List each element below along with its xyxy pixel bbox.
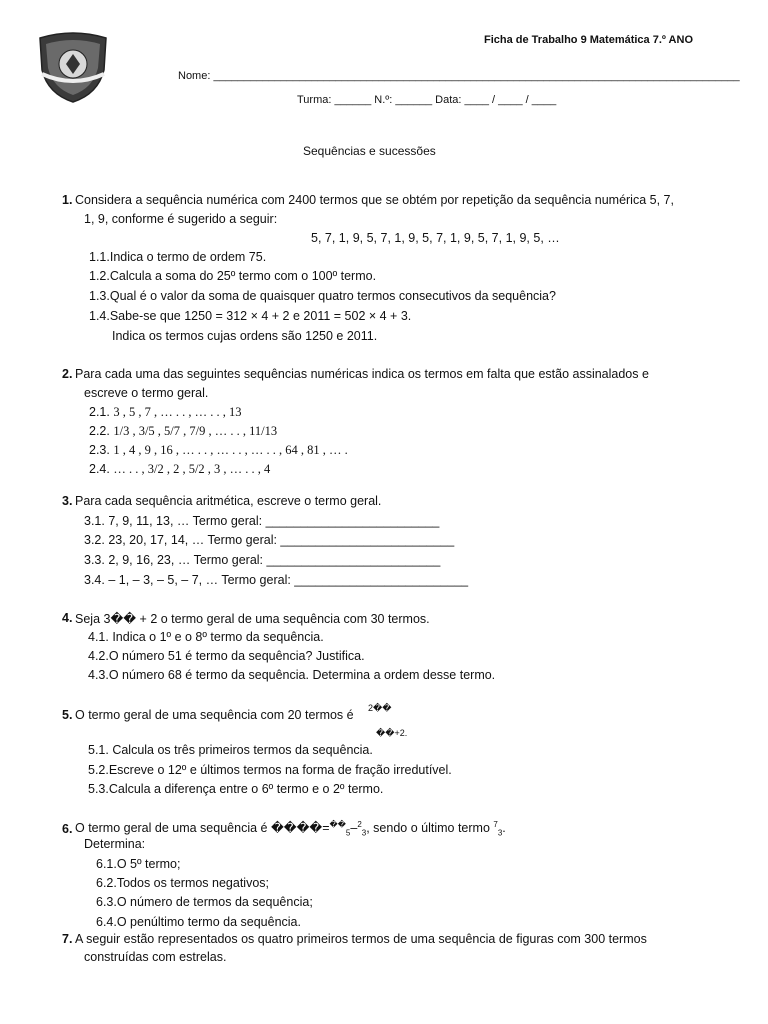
q6-text — [75, 820, 506, 838]
q6-item: 6.4.O penúltimo termo da sequência. — [96, 915, 301, 929]
q1-item: 1.4.Sabe-se que 1250 = 312 × 4 + 2 e 2011 = 502 × 4 + 3. — [89, 309, 412, 323]
q2-item-label: 2.1. — [89, 405, 110, 419]
q5-fraction-denominator: ��+2. — [376, 728, 408, 738]
q6-text-part: – — [350, 821, 358, 836]
q1-number: 1. — [62, 193, 73, 207]
name-field-line[interactable]: Nome: ______________________________________________________________________________________ — [178, 70, 740, 82]
q2-item-content: … . . , 3/2 , 2 , 5/2 , 3 , … . . , 4 — [113, 462, 271, 476]
q1-item: 1.3.Qual é o valor da soma de quaisquer quatro termos consecutivos da sequência? — [89, 289, 556, 303]
q6-text-part: 7 — [493, 820, 498, 829]
q1-text-line1: Considera a sequência numérica com 2400 termos que se obtém por repetição da sequência numérica 5, 7, — [75, 193, 674, 207]
q2-item-3 — [89, 443, 348, 458]
q6-text-part: 5 — [345, 828, 351, 838]
q5-number: 5. — [62, 708, 73, 722]
q4-item: 4.3.O número 68 é termo da sequência. Determina a ordem desse termo. — [88, 668, 496, 682]
q4-number: 4. — [62, 611, 73, 625]
q2-item-label: 2.2. — [89, 424, 110, 438]
q2-item-label: 2.4. — [89, 462, 110, 476]
q6-item: 6.2.Todos os termos negativos; — [96, 876, 270, 890]
q5-fraction-numerator: 2�� — [368, 703, 392, 713]
q5-text: O termo geral de uma sequência com 20 termos é — [75, 708, 354, 722]
q7-text-line1: A seguir estão representados os quatro primeiros termos de uma sequência de figuras com 300 termos — [75, 932, 647, 946]
q1-text-line2: 1, 9, conforme é sugerido a seguir: — [84, 212, 278, 226]
q5-item: 5.3.Calcula a diferença entre o 6º termo e o 2º termo. — [88, 782, 384, 796]
q3-number: 3. — [62, 494, 73, 508]
q2-item-label: 2.3. — [89, 443, 110, 457]
q6-text-part: 2 — [357, 820, 362, 829]
q6-item: 6.3.O número de termos da sequência; — [96, 895, 313, 909]
q3-item: 3.2. 23, 20, 17, 14, … Termo geral: _________________________ — [84, 533, 455, 547]
q5-item: 5.2.Escreve o 12º e últimos termos na forma de fração irredutível. — [88, 763, 452, 777]
q2-item-content: 1/3 , 3/5 , 5/7 , 7/9 , … . . , 11/13 — [113, 424, 278, 438]
q2-item-4 — [89, 462, 270, 477]
q1-item: Indica os termos cujas ordens são 1250 e 2011. — [112, 329, 378, 343]
q4-item: 4.2.O número 51 é termo da sequência? Justifica. — [88, 649, 365, 663]
q6-text-part: . — [502, 821, 506, 836]
q2-item-1 — [89, 405, 241, 420]
q5-item: 5.1. Calcula os três primeiros termos da sequência. — [88, 743, 373, 757]
q3-item: 3.1. 7, 9, 11, 13, … Termo geral: _________________________ — [84, 514, 440, 528]
q1-sequence: 5, 7, 1, 9, 5, 7, 1, 9, 5, 7, 1, 9, 5, 7, 1, 9, 5, … — [311, 231, 560, 245]
q1-item: 1.1.Indica o termo de ordem 75. — [89, 250, 267, 264]
q2-number: 2. — [62, 367, 73, 381]
q2-item-2 — [89, 424, 277, 439]
section-title: Sequências e sucessões — [303, 144, 436, 158]
q3-item: 3.3. 2, 9, 16, 23, … Termo geral: _________________________ — [84, 553, 441, 567]
q4-text: Seja 3�� + 2 o termo geral de uma sequência com 30 termos. — [75, 612, 430, 626]
q6-text-part: , sendo o último termo — [366, 821, 490, 836]
q3-text: Para cada sequência aritmética, escreve o termo geral. — [75, 494, 382, 508]
school-crest-logo — [36, 30, 110, 104]
worksheet-title: Ficha de Trabalho 9 Matemática 7.º ANO — [484, 34, 694, 46]
q3-item: 3.4. – 1, – 3, – 5, – 7, … Termo geral: _________________________ — [84, 573, 469, 587]
q6-text-part: 3 — [497, 828, 503, 838]
q6-text-part: O termo geral de uma sequência é ����= — [75, 821, 330, 836]
class-date-line[interactable]: Turma: ______ N.º: ______ Data: ____ / ____ / ____ — [297, 94, 557, 106]
q2-text-line2: escreve o termo geral. — [84, 386, 209, 400]
q4-item: 4.1. Indica o 1º e o 8º termo da sequência. — [88, 630, 324, 644]
q6-number: 6. — [62, 822, 73, 836]
q6-text-part: 3 — [361, 828, 367, 838]
q6-determina: Determina: — [84, 837, 146, 851]
q2-text-line1: Para cada uma das seguintes sequências numéricas indica os termos em falta que estão assinalados e — [75, 367, 649, 381]
q2-item-content: 1 , 4 , 9 , 16 , … . . , … . . , … . . , 64 , 81 , … . — [113, 443, 348, 457]
q1-item: 1.2.Calcula a soma do 25º termo com o 100º termo. — [89, 269, 377, 283]
q6-text-part: �� — [329, 820, 346, 829]
q7-text-line2: construídas com estrelas. — [84, 950, 227, 964]
q6-item: 6.1.O 5º termo; — [96, 857, 181, 871]
q2-item-content: 3 , 5 , 7 , … . . , … . . , 13 — [113, 405, 242, 419]
q7-number: 7. — [62, 932, 73, 946]
